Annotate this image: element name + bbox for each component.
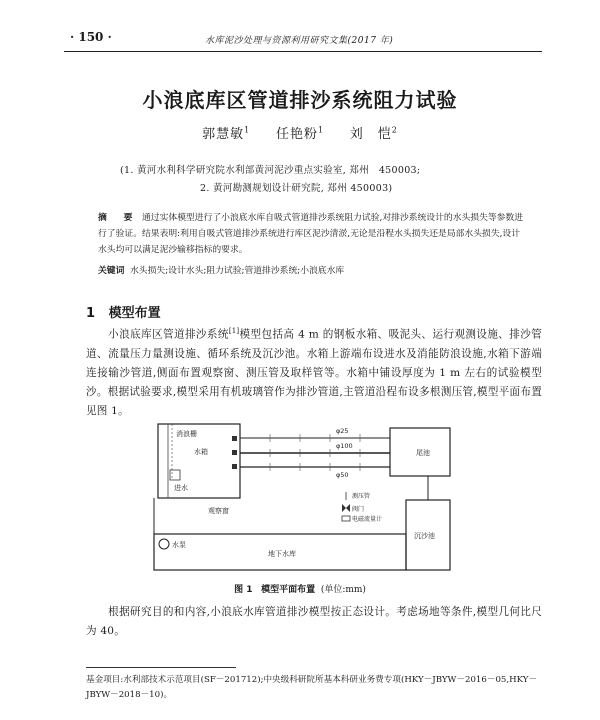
figure-unit: (单位:mm) <box>320 585 366 595</box>
tail-pool-label: 尾池 <box>416 449 430 457</box>
section-heading <box>86 302 161 321</box>
settling-basin-label: 沉沙池 <box>414 532 435 540</box>
running-header: 水库泥沙处理与资源利用研究文集(2017 年) <box>205 36 394 46</box>
legend-meter-icon <box>342 516 350 521</box>
author-name: 任艳粉 <box>275 127 318 142</box>
affiliation-1: (1. 黄河水利科学研究院水利部黄河泥沙重点实验室, 郑州 450003; <box>120 165 421 176</box>
suction-head <box>232 450 237 455</box>
page-number: · 150 · <box>70 30 112 44</box>
pipe-25-label: φ25 <box>336 427 349 435</box>
footnote: 基金项目:水利部技术示范项目(SF－201712);中央级科研院所基本科研业务费专项(HKY－JBYW－2016－05,HKY－JBYW－2018－10)。 <box>86 675 538 700</box>
inlet-label: 进水 <box>174 484 188 492</box>
para1-body: 模型包括高 4 m 的钢板水箱、吸泥头、运行观测设施、排沙管道、流量压力量测设施、循环系统及沉沙池。水箱上游端布设进水及消能防浪设施,水箱下游端连接输沙管道,侧面布置观察窗、测压管及取样管等。水箱中铺设厚度为 1 m 左右的试验模型沙。根据试验要求,模型采用有机玻璃管作为排沙管道,主管道沿程布设多根测压管,模型平面布置见图 1。 <box>86 328 542 417</box>
tank-label: 水箱 <box>194 448 208 456</box>
legend-gauge: 测压管 <box>352 493 371 500</box>
legend-meter: 电磁流量计 <box>352 516 383 523</box>
inlet-box <box>170 470 180 480</box>
keywords-label: 关键词 <box>98 266 125 276</box>
reservoir-label: 地下水库 <box>268 550 296 558</box>
author-sup: 1 <box>317 125 325 135</box>
footnote-rule <box>86 667 236 668</box>
figure-title: 模型平面布置 <box>261 585 316 595</box>
author-sup: 2 <box>391 125 398 135</box>
abstract-text: 通过实体模型进行了小浪底水库自吸式管道排沙系统阻力试验,对排沙系统设计的水头损失等参数进行了验证。结果表明:利用自吸式管道排沙系统进行库区泥沙清淤,无论是沿程水头损失还是局部水头损失,设计水头均可以满足泥沙输移指标的要求。 <box>98 213 524 255</box>
section-title: 模型布置 <box>108 306 161 321</box>
pipe-50-label: φ50 <box>336 471 349 479</box>
figure-caption <box>0 582 600 595</box>
tank-box <box>158 424 240 498</box>
para1-lead: 小浪底库区管道排沙系统 <box>108 328 229 341</box>
pump-icon <box>159 539 169 549</box>
figure-layout-diagram <box>150 418 470 578</box>
suction-head <box>232 436 237 441</box>
author-name: 郭慧敏 <box>202 127 245 142</box>
abstract-label: 摘 要 <box>98 213 137 223</box>
pipe-100-label: φ100 <box>336 442 353 450</box>
legend-valve-icon <box>342 504 350 512</box>
pump-label: 水泵 <box>172 541 186 549</box>
paragraph-1 <box>86 322 542 421</box>
legend-valve: 阀门 <box>352 506 365 513</box>
keywords <box>98 263 528 279</box>
citation-ref: [1] <box>228 327 240 335</box>
author-name: 刘 恺 <box>349 127 392 142</box>
author-list <box>0 123 600 142</box>
paper-title: 小浪底库区管道排沙系统阻力试验 <box>142 88 458 112</box>
baffle-label: 消浪栅 <box>176 430 197 438</box>
keywords-text: 水头损失;设计水头;阻力试验;管道排沙系统;小浪底水库 <box>130 266 345 276</box>
header-rule <box>64 51 542 52</box>
abstract <box>98 210 528 258</box>
paragraph-2 <box>86 603 542 641</box>
affiliation-2: 2. 黄河勘测规划设计研究院, 郑州 450003) <box>200 183 393 194</box>
figure-number: 图 1 <box>234 585 253 595</box>
para2-text: 根据研究目的和内容,小浪底水库管道排沙模型按正态设计。考虑场地等条件,模型几何比尺为 40。 <box>86 606 542 637</box>
section-number: 1 <box>86 306 96 321</box>
author-sup: 1 <box>244 125 251 135</box>
suction-head <box>232 464 237 469</box>
window-label: 观察窗 <box>208 507 229 515</box>
